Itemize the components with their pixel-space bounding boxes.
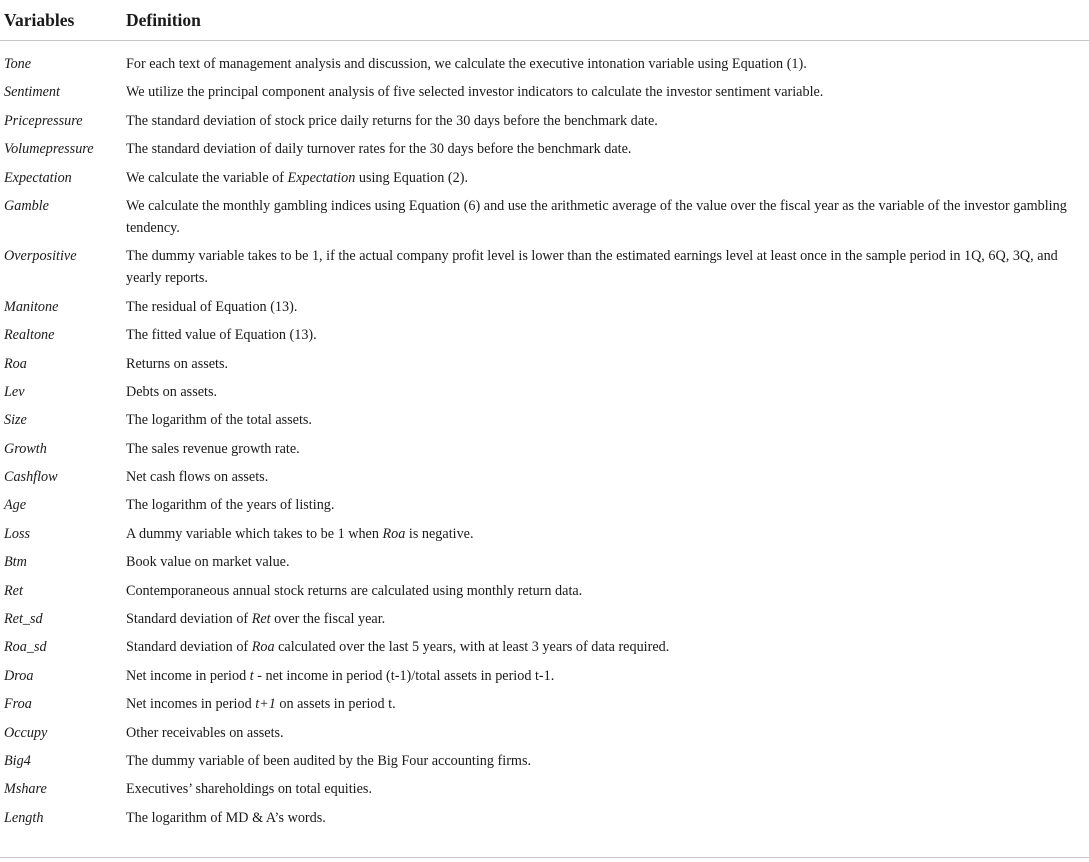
definition-text-cont: over the fiscal year. [270,611,386,628]
variable-definition [126,53,1089,75]
variable-name: Length [4,809,44,826]
definition-text: We calculate the variable of [126,169,288,186]
header-variables: Variables [4,9,75,30]
definition-text-cont: using Equation (2). [355,169,468,186]
table-row [0,662,1089,690]
definition-text-cont: - net income in period (t-1)/total assets in period t-1. [253,667,555,684]
definition-text: Net income in period [126,667,250,684]
variable-name: Droa [4,667,34,684]
variable-name: Big4 [4,752,31,769]
definition-italic-term: Roa [382,525,406,542]
variable-definition [126,750,1089,772]
variable-definition [126,523,1089,545]
table-row [0,804,1089,832]
definition-text: The dummy variable takes to be 1, if the actual company profit level is lower than the estimated earnings level at least once in the sample period in 1Q, 6Q, 3Q, and yearly reports. [126,248,1058,287]
definition-text: Returns on assets. [126,355,229,372]
table-row [0,192,1089,242]
table-row [0,135,1089,163]
definition-text: Debts on assets. [126,383,218,400]
variable-name: Mshare [4,781,47,798]
definition-text-cont: calculated over the last 5 years, with at least 3 years of data required. [274,639,670,656]
definition-text: We utilize the principal component analysis of five selected investor indicators to calculate the investor sentiment variable. [126,84,824,101]
definition-text: Executives’ shareholdings on total equities. [126,781,372,798]
variable-definition [126,551,1089,573]
variable-name: Cashflow [4,469,58,486]
variable-name: Manitone [4,298,59,315]
variable-definition [126,409,1089,431]
table-row [0,78,1089,106]
definition-text: A dummy variable which takes to be 1 when [126,525,383,542]
definition-text: Book value on market value. [126,554,290,571]
definition-text: The dummy variable of been audited by the Big Four accounting firms. [126,752,532,769]
table-row [0,242,1089,292]
variable-name: Btm [4,554,27,571]
variable-name: Expectation [4,169,72,186]
definition-text-cont: on assets in period t. [275,696,396,713]
table-row [0,50,1089,78]
variable-definition [126,81,1089,103]
definition-text-cont: is negative. [405,525,474,542]
table-row [0,491,1089,519]
table-row [0,520,1089,548]
table-row [0,406,1089,434]
variable-name: Growth [4,440,47,457]
table-row [0,321,1089,349]
bottom-rule [0,857,1089,858]
definition-text: We calculate the monthly gambling indices using Equation (6) and use the arithmetic average of the value over the fiscal year as the variable of the investor gambling tendency. [126,197,1067,236]
definition-text: The residual of Equation (13). [126,298,298,315]
definition-text: Other receivables on assets. [126,724,284,741]
variable-name: Roa [4,355,27,372]
table-row [0,719,1089,747]
definition-italic-term: Expectation [287,169,356,186]
definition-text: The logarithm of the total assets. [126,412,312,429]
definition-text: The standard deviation of daily turnover rates for the 30 days before the benchmark date. [126,141,632,158]
definition-text: Contemporaneous annual stock returns are calculated using monthly return data. [126,582,583,599]
variable-definition [126,494,1089,516]
variable-definition [126,353,1089,375]
variable-name: Ret [4,582,23,599]
table-row [0,605,1089,633]
header-definition: Definition [126,9,201,30]
table-row [0,633,1089,661]
table-row [0,350,1089,378]
variable-name: Sentiment [4,84,60,101]
variable-definition [126,195,1089,239]
variable-definition [126,778,1089,800]
variable-name: Realtone [4,327,55,344]
table-row [0,747,1089,775]
definition-text: The standard deviation of stock price daily returns for the 30 days before the benchmark date. [126,112,658,129]
variable-definition [126,466,1089,488]
variable-definition [126,138,1089,160]
definition-italic-term: Ret [251,611,271,628]
variable-name: Volumepressure [4,141,94,158]
variable-definition [126,245,1089,289]
variable-name: Roa_sd [4,639,47,656]
variable-definition [126,665,1089,687]
variable-definition [126,110,1089,132]
definition-text: Standard deviation of [126,639,252,656]
definition-italic-term: t+1 [255,696,276,713]
table-row [0,435,1089,463]
variable-definition [126,167,1089,189]
table-row [0,164,1089,192]
definition-italic-term: t [249,667,254,684]
table-row [0,690,1089,718]
definition-text: The logarithm of MD & A’s words. [126,809,326,826]
variable-definition [126,381,1089,403]
definition-text: The fitted value of Equation (13). [126,327,317,344]
table-row [0,775,1089,803]
variable-name: Overpositive [4,248,77,265]
variable-name: Froa [4,696,32,713]
definition-italic-term: Roa [251,639,275,656]
variable-definition [126,580,1089,602]
variable-definition [126,296,1089,318]
definition-text: For each text of management analysis and discussion, we calculate the executive intonation variable using Equation (1). [126,56,807,72]
definition-text: Net incomes in period [126,696,256,713]
table-header [0,0,1089,41]
table-body [0,41,1089,832]
variable-definition [126,636,1089,658]
table-row [0,463,1089,491]
variable-name: Gamble [4,197,49,214]
table-row [0,577,1089,605]
variable-definition [126,608,1089,630]
variable-name: Occupy [4,724,48,741]
variable-name: Pricepressure [4,112,83,129]
variable-name: Age [4,497,27,514]
definition-text: The sales revenue growth rate. [126,440,300,457]
table-row [0,378,1089,406]
variable-name: Loss [4,525,31,542]
variable-definition [126,693,1089,715]
definition-text: Standard deviation of [126,611,252,628]
variable-name: Lev [4,383,25,400]
definition-text: Net cash flows on assets. [126,469,269,486]
variable-definition [126,722,1089,744]
variable-name: Tone [4,56,32,72]
variable-name: Ret_sd [4,611,43,628]
table-row [0,293,1089,321]
variable-definition [126,807,1089,829]
table-row [0,107,1089,135]
variable-definition [126,438,1089,460]
definition-text: The logarithm of the years of listing. [126,497,335,514]
variable-definition [126,324,1089,346]
variable-name: Size [4,412,27,429]
table-row [0,548,1089,576]
